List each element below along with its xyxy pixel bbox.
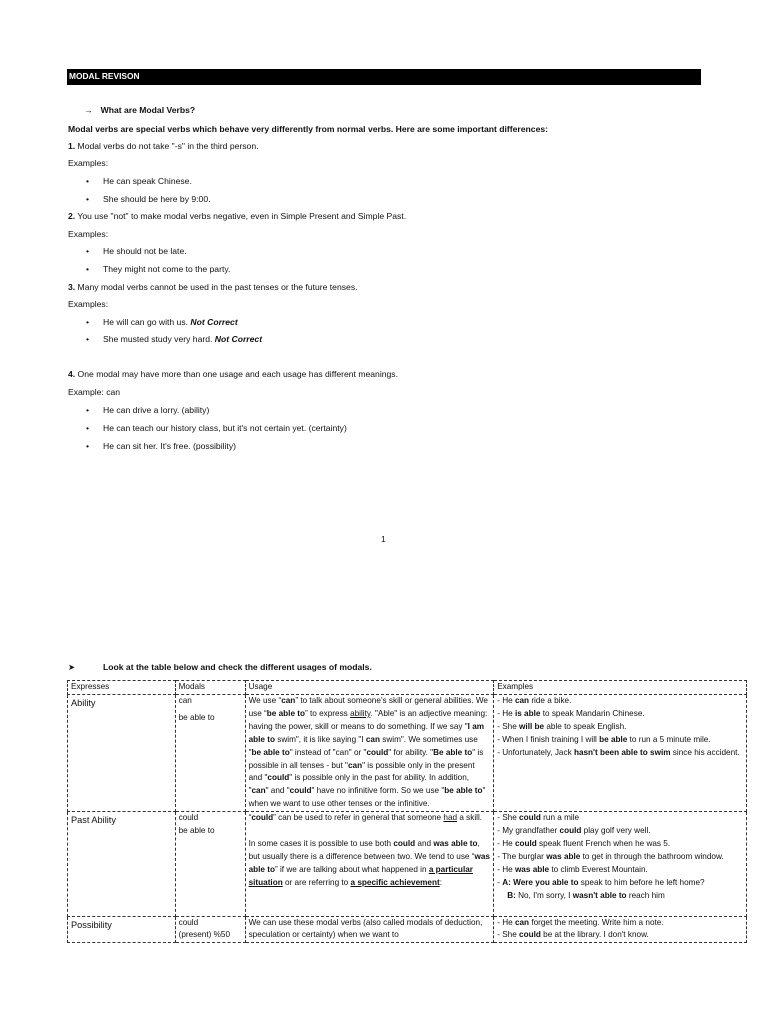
table-row — [68, 812, 747, 916]
modals-cell: could be able to — [175, 812, 245, 916]
list-item: • She should be here by 9:00. — [86, 194, 211, 204]
page-number: 1 — [381, 534, 386, 544]
examples-label: Examples: — [68, 158, 109, 168]
document-title: MODAL REVISON — [69, 71, 140, 81]
section-heading: → What are Modal Verbs? — [84, 105, 196, 115]
usage-cell: We can use these modal verbs (also called modals of deduction, speculation or certainty) when we want to — [245, 916, 494, 943]
arrowhead-bullet-icon: ➤ — [68, 662, 76, 672]
expresses-cell: Ability — [68, 695, 176, 812]
list-item: • He can speak Chinese. — [86, 176, 192, 186]
table-row — [68, 695, 747, 812]
bullet-icon: • — [86, 405, 90, 415]
examples-cell: - She could run a mile - My grandfather could play golf very well. - He could speak fluent French when he was 5. - The burglar was able to get in through the bathroom window. - He was able to climb Everest Mountain. - A: Were you able to speak to him before he left home? B: No, I'm sorry, I wasn't able to reach him — [494, 812, 747, 916]
bullet-icon: • — [86, 317, 90, 327]
bullet-icon: • — [86, 334, 90, 344]
header-expresses: Expresses — [68, 681, 176, 695]
bullet-icon: • — [86, 246, 90, 256]
right-arrow-icon: → — [84, 105, 93, 115]
point-4: 4. One modal may have more than one usage and each usage has different meanings. — [68, 369, 398, 379]
table-header-row — [68, 681, 747, 695]
bullet-icon: • — [86, 441, 90, 451]
point-3: 3. Many modal verbs cannot be used in the past tenses or the future tenses. — [68, 282, 358, 292]
table-row — [68, 916, 747, 943]
examples-cell: - He can ride a bike. - He is able to speak Mandarin Chinese. - She will be able to speak English. - When I finish training I will be able to run a 5 minute mile. - Unfortunately, Jack hasn't been able to swim since his accident. — [494, 695, 747, 812]
modals-table — [67, 680, 747, 943]
usage-cell: We use “can” to talk about someone’s skill or general abilities. We use “be able to” to express ability. "Able" is an adjective meaning: having the power, skill or means to do something. If we say "I am able to swim", it is like saying "I can swim". We sometimes use "be able to" instead of "can" or "could" for ability. "Be able to" is possible in all tenses - but "can" is possible only in the present and "could" is possible only in the past for ability. In addition, "can" and "could" have no infinitive form. So we use "be able to" when we want to use other tenses or the infinitive. — [245, 695, 494, 812]
bullet-icon: • — [86, 176, 90, 186]
expresses-cell: Possibility — [68, 916, 176, 943]
point-1: 1. Modal verbs do not take "-s" in the third person. — [68, 141, 259, 151]
list-item: • They might not come to the party. — [86, 264, 231, 274]
examples-label: Examples: — [68, 299, 109, 309]
list-item: • He should not be late. — [86, 246, 187, 256]
examples-label: Examples: — [68, 229, 109, 239]
intro-text: Modal verbs are special verbs which behave very differently from normal verbs. Here are some important differences: — [68, 124, 548, 134]
header-modals: Modals — [175, 681, 245, 695]
examples-cell: - He can forget the meeting. Write him a note. - She could be at the library. I don't know. — [494, 916, 747, 943]
header-usage: Usage — [245, 681, 494, 695]
bullet-icon: • — [86, 264, 90, 274]
expresses-cell: Past Ability — [68, 812, 176, 916]
list-item: • He can teach our history class, but it's not certain yet. (certainty) — [86, 423, 347, 433]
modals-cell: could (present) %50 — [175, 916, 245, 943]
point-2: 2. You use "not" to make modal verbs negative, even in Simple Present and Simple Past. — [68, 211, 407, 221]
list-item: • She musted study very hard. Not Correct — [86, 334, 263, 344]
table-intro: ➤ Look at the table below and check the different usages of modals. — [68, 662, 372, 672]
list-item: • He will can go with us. Not Correct — [86, 317, 238, 327]
bullet-icon: • — [86, 194, 90, 204]
bullet-icon: • — [86, 423, 90, 433]
list-item: • He can drive a lorry. (ability) — [86, 405, 210, 415]
usage-cell: “could” can be used to refer in general that someone had a skill. In some cases it is possible to use both could and was able to, but usually there is a difference between two. We tend to use “was able to” if we are talking about what happened in a particular situation or are referring to a specific achievement: — [245, 812, 494, 916]
modals-cell: can be able to — [175, 695, 245, 812]
list-item: • He can sit her. It's free. (possibility) — [86, 441, 236, 451]
header-examples: Examples — [494, 681, 747, 695]
examples-label: Example: can — [68, 387, 121, 397]
document-title-bar — [67, 69, 701, 85]
